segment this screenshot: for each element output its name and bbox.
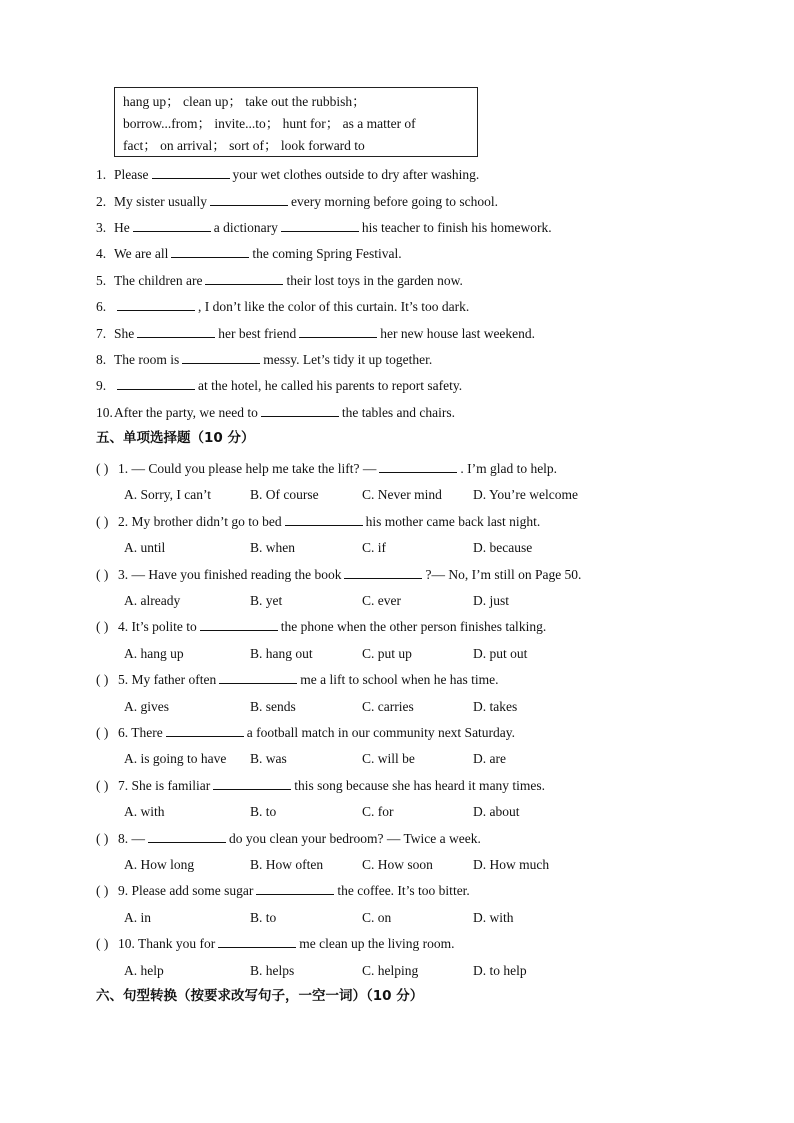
option-b: B. How often xyxy=(250,857,324,872)
option-c: C. ever xyxy=(362,593,401,608)
answer-blank xyxy=(218,935,296,948)
option-c: C. helping xyxy=(362,963,419,978)
answer-blank xyxy=(137,325,215,338)
mc-question-4: ( ) 4. It’s polite to the phone when the other person finishes talking. xyxy=(96,619,547,634)
mc-question-10: ( ) 10. Thank you for me clean up the living room. xyxy=(96,936,455,951)
word-bank-line: hang up； clean up； take out the rubbish； xyxy=(123,94,366,109)
option-c: C. carries xyxy=(362,699,414,714)
option-b: B. to xyxy=(250,804,277,819)
mc-question-1: ( ) 1. — Could you please help me take the lift? — . I’m glad to help. xyxy=(96,461,558,476)
option-d: D. How much xyxy=(473,857,550,872)
answer-blank xyxy=(166,724,244,737)
answer-blank xyxy=(210,193,288,206)
option-d: D. to help xyxy=(473,963,527,978)
option-b: B. was xyxy=(250,751,287,766)
option-d: D. because xyxy=(473,540,533,555)
answer-blank xyxy=(379,460,457,473)
option-a: A. help xyxy=(124,963,164,978)
option-b: B. hang out xyxy=(250,646,313,661)
option-c: C. for xyxy=(362,804,394,819)
option-a: A. in xyxy=(124,910,151,925)
fill-item-2: 2. My sister usually every morning before going to school. xyxy=(96,194,498,209)
option-d: D. with xyxy=(473,910,514,925)
option-a: A. already xyxy=(124,593,181,608)
mc-question-5: ( ) 5. My father often me a lift to school when he has time. xyxy=(96,672,499,687)
answer-blank xyxy=(171,245,249,258)
option-a: A. until xyxy=(124,540,166,555)
answer-blank xyxy=(344,566,422,579)
option-a: A. Sorry, I can’t xyxy=(124,487,211,502)
option-c: C. on xyxy=(362,910,392,925)
answer-blank xyxy=(117,377,195,390)
fill-item-5: 5. The children are their lost toys in the garden now. xyxy=(96,273,463,288)
answer-blank xyxy=(133,219,211,232)
answer-blank xyxy=(261,404,339,417)
option-a: A. How long xyxy=(124,857,195,872)
option-a: A. gives xyxy=(124,699,169,714)
option-c: C. Never mind xyxy=(362,487,442,502)
option-c: C. How soon xyxy=(362,857,433,872)
mc-question-9: ( ) 9. Please add some sugar the coffee. It’s too bitter. xyxy=(96,883,470,898)
answer-blank xyxy=(152,166,230,179)
section-6-heading: 六、句型转换（按要求改写句子，一空一词）（10 分） xyxy=(96,988,424,1004)
fill-item-6: 6. , I don’t like the color of this curtain. It’s too dark. xyxy=(96,299,470,314)
option-b: B. to xyxy=(250,910,277,925)
answer-blank xyxy=(213,777,291,790)
answer-blank xyxy=(182,351,260,364)
option-b: B. sends xyxy=(250,699,296,714)
option-c: C. if xyxy=(362,540,387,555)
option-b: B. yet xyxy=(250,593,283,608)
word-bank-line: fact； on arrival； sort of； look forward to xyxy=(123,138,365,153)
word-bank-line: borrow...from； invite...to； hunt for； as a matter of xyxy=(123,116,416,131)
mc-question-7: ( ) 7. She is familiar this song because she has heard it many times. xyxy=(96,778,546,793)
option-d: D. are xyxy=(473,751,506,766)
option-d: D. put out xyxy=(473,646,528,661)
fill-item-3: 3. He a dictionary his teacher to finish his homework. xyxy=(96,220,552,235)
mc-question-6: ( ) 6. There a football match in our community next Saturday. xyxy=(96,725,516,740)
option-d: D. about xyxy=(473,804,520,819)
answer-blank xyxy=(205,272,283,285)
mc-question-8: ( ) 8. — do you clean your bedroom? — Twice a week. xyxy=(96,831,481,846)
option-c: C. put up xyxy=(362,646,412,661)
section-5-heading: 五、单项选择题（10 分） xyxy=(96,430,255,446)
mc-question-3: ( ) 3. — Have you finished reading the book ?— No, I’m still on Page 50. xyxy=(96,567,582,582)
answer-blank xyxy=(148,830,226,843)
answer-blank xyxy=(200,618,278,631)
fill-item-7: 7. She her best friend her new house last weekend. xyxy=(96,326,536,341)
mc-question-2: ( ) 2. My brother didn’t go to bed his mother came back last night. xyxy=(96,514,541,529)
answer-blank xyxy=(117,298,195,311)
option-a: A. with xyxy=(124,804,165,819)
word-bank-box xyxy=(114,87,478,157)
answer-blank xyxy=(285,513,363,526)
answer-blank xyxy=(299,325,377,338)
option-d: D. You’re welcome xyxy=(473,487,578,502)
option-b: B. Of course xyxy=(250,487,319,502)
answer-blank xyxy=(219,671,297,684)
fill-item-8: 8. The room is messy. Let’s tidy it up together. xyxy=(96,352,433,367)
option-d: D. takes xyxy=(473,699,518,714)
fill-item-1: 1. Please your wet clothes outside to dry after washing. xyxy=(96,167,480,182)
answer-blank xyxy=(281,219,359,232)
option-d: D. just xyxy=(473,593,510,608)
fill-item-4: 4. We are all the coming Spring Festival. xyxy=(96,246,402,261)
option-a: A. is going to have xyxy=(124,751,227,766)
option-a: A. hang up xyxy=(124,646,184,661)
option-b: B. helps xyxy=(250,963,295,978)
fill-item-9: 9. at the hotel, he called his parents to report safety. xyxy=(96,378,463,393)
option-b: B. when xyxy=(250,540,295,555)
fill-item-10: 10.After the party, we need to the tables and chairs. xyxy=(96,405,456,420)
answer-blank xyxy=(256,882,334,895)
option-c: C. will be xyxy=(362,751,415,766)
